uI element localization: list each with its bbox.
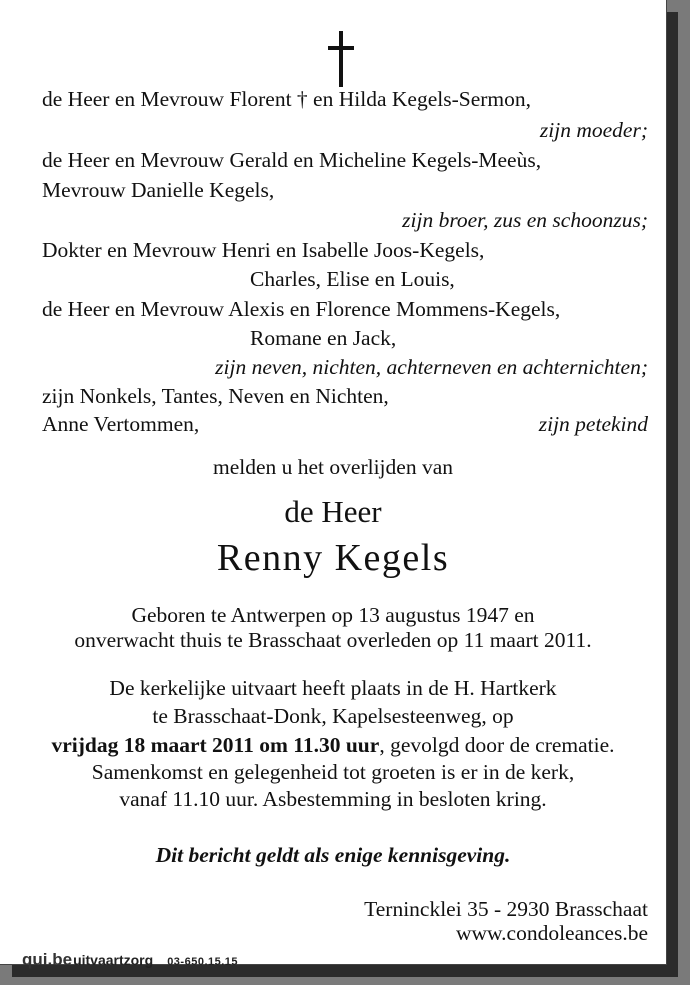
announcement: melden u het overlijden van bbox=[212, 455, 453, 479]
deceased-title: de Heer bbox=[284, 494, 382, 529]
notice: Dit bericht geldt als enige kennisgeving. bbox=[155, 843, 511, 867]
mourner-line-8: zijn Nonkels, Tantes, Neven en Nichten, bbox=[42, 384, 389, 408]
phone-number: 03-650.15.15 bbox=[167, 956, 239, 968]
brand-logo: qui.be bbox=[22, 950, 73, 969]
funeral-date: vrijdag 18 maart 2011 om 11.30 uur bbox=[51, 733, 380, 757]
relation-mother: zijn moeder; bbox=[539, 118, 648, 142]
funeral-line-3 bbox=[0, 733, 666, 757]
funeral-line-3-rest: , gevolgd door de crematie. bbox=[379, 733, 615, 757]
website: www.condoleances.be bbox=[455, 921, 648, 945]
mourner-line-5: Charles, Elise en Louis, bbox=[250, 267, 455, 291]
mourner-line-4: Dokter en Mevrouw Henri en Isabelle Joos-Kegels, bbox=[42, 238, 485, 262]
brand-subtitle: uitvaartzorg bbox=[73, 952, 154, 968]
relation-godchild: zijn petekind bbox=[538, 412, 648, 436]
relation-nephews: zijn neven, nichten, achterneven en achternichten; bbox=[215, 355, 648, 379]
deceased-name: Renny Kegels bbox=[216, 537, 450, 579]
mourner-line-3: Mevrouw Danielle Kegels, bbox=[42, 178, 275, 202]
address-line: Ternincklei 35 - 2930 Brasschaat bbox=[364, 897, 648, 921]
funeral-line-2: te Brasschaat-Donk, Kapelsesteenweg, op bbox=[152, 704, 514, 728]
funeral-line-5: vanaf 11.10 uur. Asbestemming in besloten kring. bbox=[119, 787, 547, 811]
mourner-line-6: de Heer en Mevrouw Alexis en Florence Mommens-Kegels, bbox=[42, 297, 561, 321]
relation-siblings: zijn broer, zus en schoonzus; bbox=[402, 208, 648, 232]
mourner-line-1: de Heer en Mevrouw Florent † en Hilda Kegels-Sermon, bbox=[42, 87, 531, 111]
cross-icon bbox=[326, 31, 356, 87]
mourner-line-9: Anne Vertommen, bbox=[42, 412, 200, 436]
birth-line-2: onverwacht thuis te Brasschaat overleden op 11 maart 2011. bbox=[74, 628, 592, 652]
funeral-line-4: Samenkomst en gelegenheid tot groeten is er in de kerk, bbox=[91, 760, 575, 784]
mourner-line-7: Romane en Jack, bbox=[250, 326, 397, 350]
card-shadow-right bbox=[666, 12, 678, 977]
birth-line-1: Geboren te Antwerpen op 13 augustus 1947 en bbox=[131, 603, 535, 627]
funeral-line-1: De kerkelijke uitvaart heeft plaats in de H. Hartkerk bbox=[109, 676, 557, 700]
funeral-home-footer bbox=[22, 950, 238, 970]
mourner-line-2: de Heer en Mevrouw Gerald en Micheline Kegels-Meeùs, bbox=[42, 148, 542, 172]
